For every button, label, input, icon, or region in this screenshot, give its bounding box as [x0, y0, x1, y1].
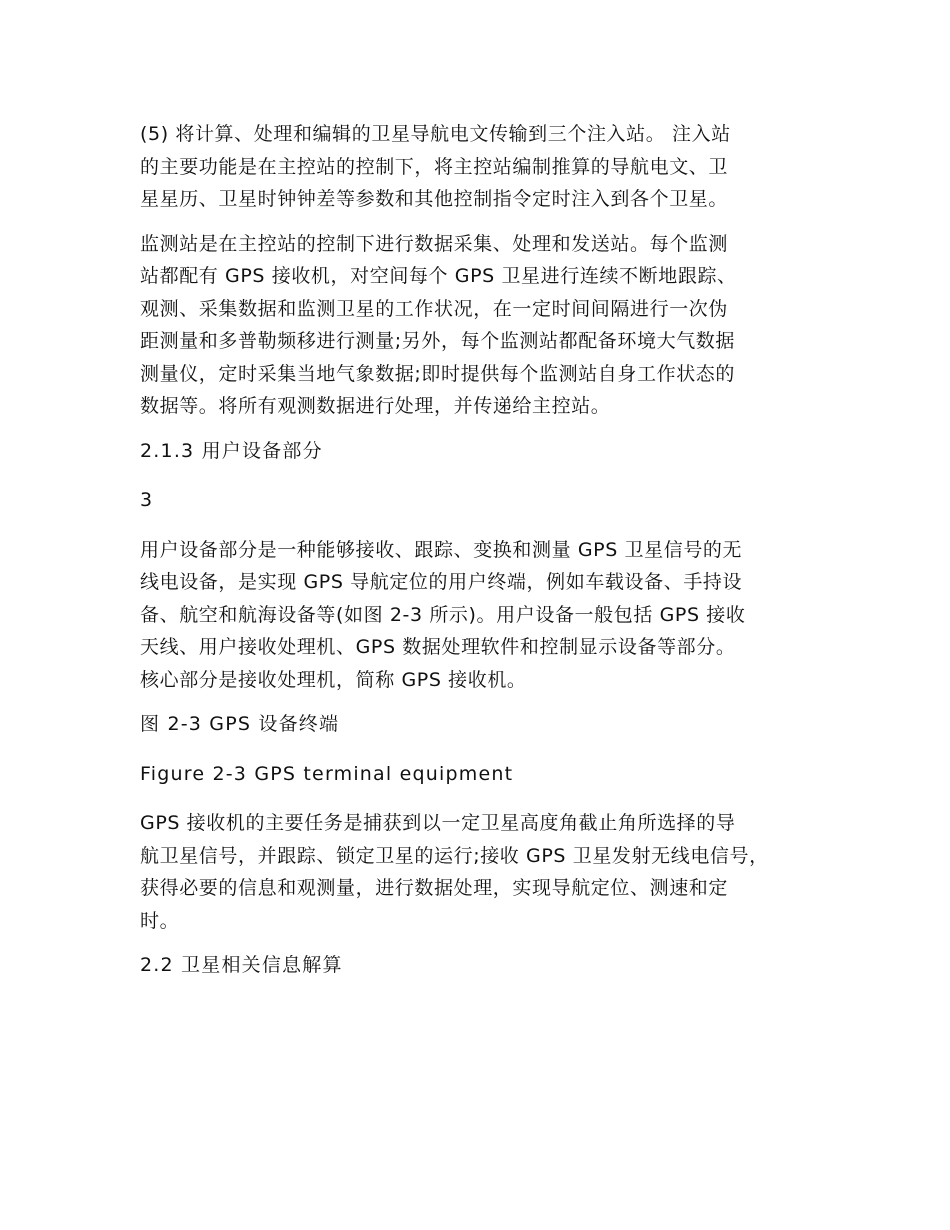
- figure-caption-chinese: 图 2-3 GPS 设备终端: [140, 713, 340, 735]
- paragraph-monitor-station: [140, 228, 830, 423]
- text-line: GPS 接收机的主要任务是捕获到以一定卫星高度角截止角所选择的导: [140, 812, 736, 834]
- text-line: 观测、采集数据和监测卫星的工作状况，在一定时间间隔进行一次伪: [140, 297, 729, 320]
- figure-caption-english: Figure 2-3 GPS terminal equipment: [140, 762, 514, 785]
- text-line: 时。: [140, 909, 180, 932]
- page-number: 3: [140, 489, 154, 511]
- section-heading-user-equipment: 2.1.3 用户设备部分: [140, 439, 323, 462]
- paragraph-user-equipment: [140, 534, 830, 697]
- text-line: 距测量和多普勒频移进行测量;另外，每个监测站都配备环境大气数据: [140, 330, 736, 352]
- text-line: 站都配有 GPS 接收机，对空间每个 GPS 卫星进行连续不断地跟踪、: [140, 265, 737, 287]
- paragraph-gps-receiver: [140, 807, 830, 937]
- text-line: 的主要功能是在主控站的控制下，将主控站编制推算的导航电文、卫: [140, 155, 729, 178]
- text-line: 星星历、卫星时钟钟差等参数和其他控制指令定时注入到各个卫星。: [140, 188, 729, 210]
- text-line: (5) 将计算、处理和编辑的卫星导航电文传输到三个注入站。 注入站: [140, 123, 731, 145]
- text-line: 备、航空和航海设备等(如图 2-3 所示)。用户设备一般包括 GPS 接收: [140, 603, 746, 626]
- text-line: 用户设备部分是一种能够接收、跟踪、变换和测量 GPS 卫星信号的无: [140, 538, 743, 561]
- text-line: 航卫星信号，并跟踪、锁定卫星的运行;接收 GPS 卫星发射无线电信号，: [140, 844, 769, 867]
- text-line: 线电设备，是实现 GPS 导航定位的用户终端，例如车载设备、手持设: [140, 571, 743, 593]
- paragraph-ground-control: [140, 118, 830, 216]
- section-heading-satellite-info: 2.2 卫星相关信息解算: [140, 954, 343, 976]
- text-line: 获得必要的信息和观测量，进行数据处理，实现导航定位、测速和定: [140, 877, 729, 899]
- page-content: [140, 118, 830, 999]
- text-line: 监测站是在主控站的控制下进行数据采集、处理和发送站。每个监测: [140, 232, 729, 255]
- text-line: 测量仪，定时采集当地气象数据;即时提供每个监测站自身工作状态的: [140, 362, 736, 385]
- text-line: 数据等。将所有观测数据进行处理，并传递给主控站。: [140, 395, 611, 417]
- text-line: 核心部分是接收处理机，简称 GPS 接收机。: [140, 668, 527, 691]
- text-line: 天线、用户接收处理机、GPS 数据处理软件和控制显示设备等部分。: [140, 636, 736, 658]
